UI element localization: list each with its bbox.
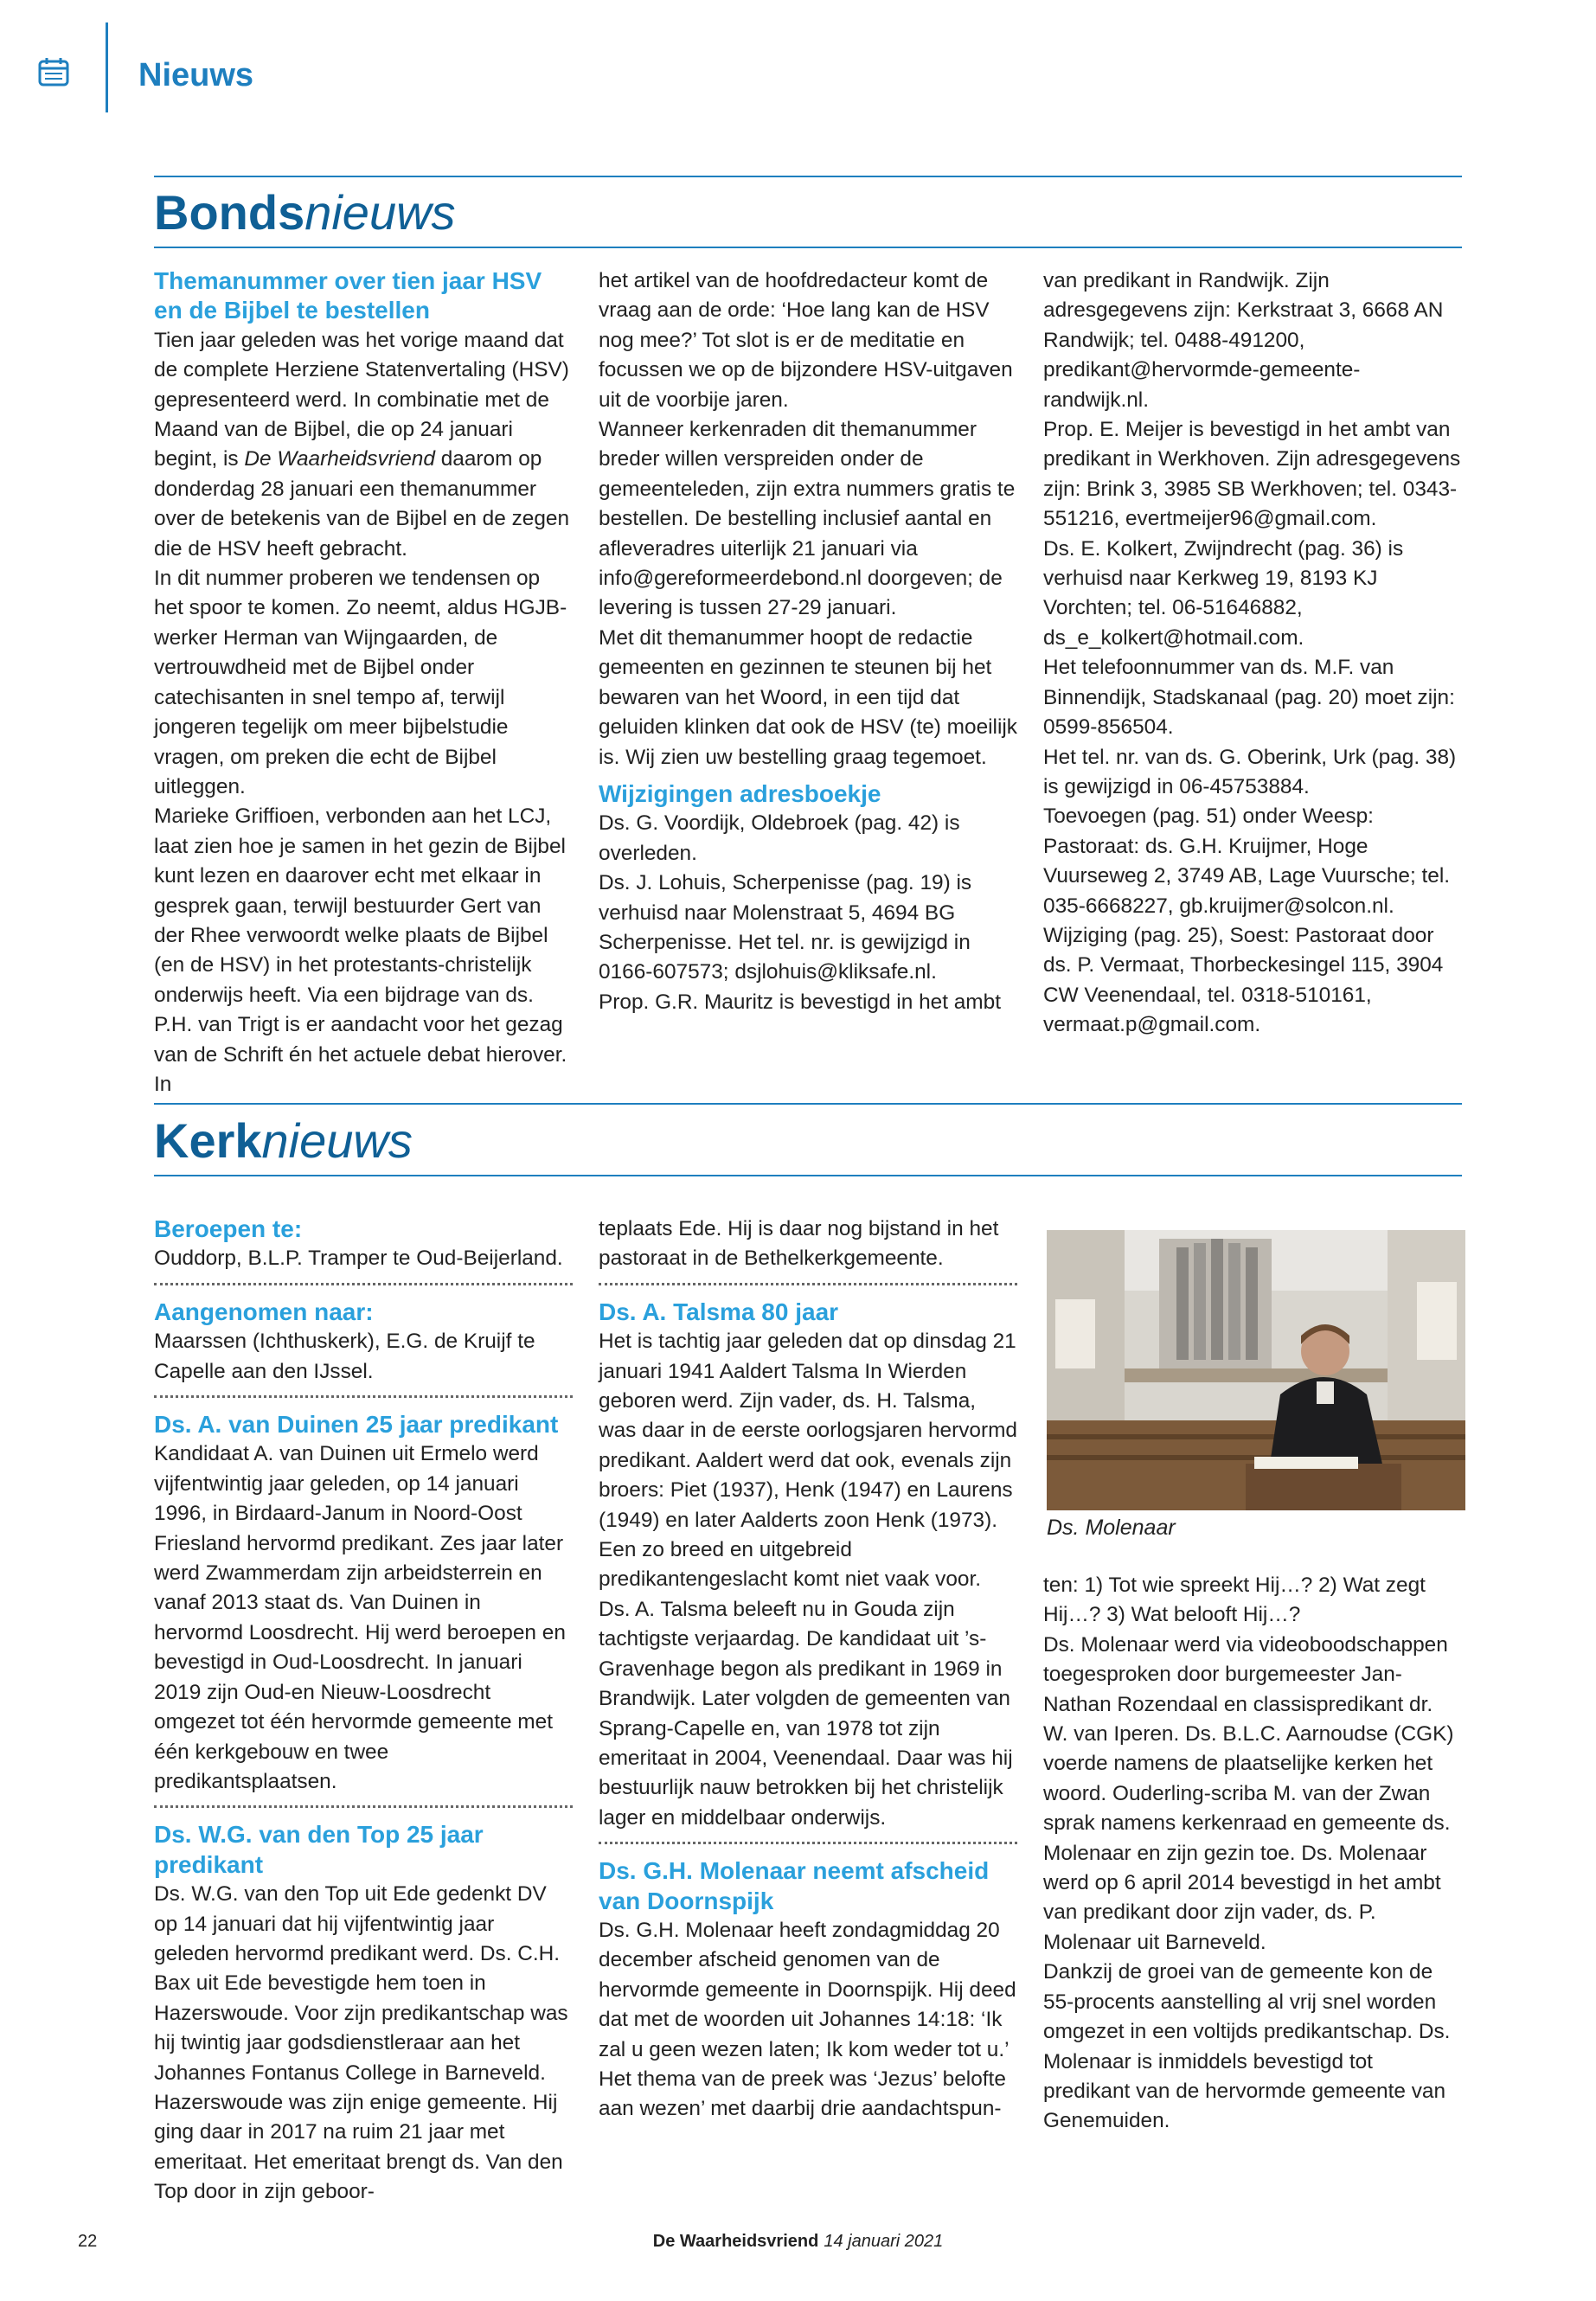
- article-paragraph: Maarssen (Ichthuskerk), E.G. de Kruijf te Capelle aan den IJssel.: [154, 1330, 535, 1383]
- dotted-divider: [599, 1842, 1017, 1844]
- kerk-top-rule: [154, 1103, 1462, 1105]
- bonds-top-rule: [154, 176, 1462, 177]
- article-paragraph: Het is tachtig jaar geleden dat op dinsdag 21 januari 1941 Aaldert Talsma In Wierden geboren werd. Zijn vader, ds. H. Talsma, was daar in de eerste oorlogsjaren hervormd predikant. Aaldert werd dat ook, evenals zijn broers: Piet (1937), Henk (1947) en Laurens (1949) en later Aalderts zoon Henk (1973). Een zo breed en uitgebreid predikantengeslacht komt niet vaak voor. Ds. A. Talsma beleeft nu in Gouda zijn tachtigste verjaardag. De kandidaat uit ’s-Gravenhage begon als predikant in 1969 in Brandwijk. Later volgden de gemeenten van Sprang-Capelle en, van 1978 tot zijn emeritaat in 2004, Veenendaal. Daar was hij bestuurlijk nauw betrokken bij het christelijk lager en middelbaar onderwijs.: [599, 1330, 1018, 1830]
- article-paragraph: Ds. G. Voordijk, Oldebroek (pag. 42) is overleden.: [599, 811, 960, 865]
- kerk-column-3: [1043, 1571, 1462, 2137]
- article-paragraph: Het telefoonnummer van ds. M.F. van Binnendijk, Stadskanaal (pag. 20) moet zijn: 0599-856504.: [1043, 656, 1455, 740]
- bonds-column-2: [599, 266, 1017, 1017]
- article-heading: Themanummer over tien jaar HSV en de Bijbel te bestellen: [154, 267, 542, 324]
- article-paragraph: ten: 1) Tot wie spreekt Hij…? 2) Wat zegt Hij…? 3) Wat belooft Hij…?: [1043, 1574, 1426, 1627]
- article-paragraph: Prop. G.R. Mauritz is bevestigd in het ambt: [599, 990, 1001, 1014]
- article-heading: Ds. A. van Duinen 25 jaar predikant: [154, 1411, 559, 1439]
- calendar-icon: [38, 57, 69, 87]
- dotted-divider: [599, 1283, 1017, 1285]
- article-heading: Ds. A. Talsma 80 jaar: [599, 1298, 839, 1325]
- article-paragraph: In dit nummer proberen we tendensen op het spoor te komen. Zo neemt, aldus HGJB-werker Herman van Wijngaarden, de vertrouwdheid met de Bijbel onder catechisanten in snel tempo af, terwijl jongeren tegelijk om meer bijbelstudie vragen, om preken die echt de Bijbel uitleggen.: [154, 567, 567, 798]
- article-paragraph: Ds. E. Kolkert, Zwijndrecht (pag. 36) is verhuisd naar Kerkweg 19, 8193 KJ Vorchten; tel. 06-51646882, ds_e_kolkert@hotmail.com.: [1043, 536, 1404, 650]
- article-paragraph: Ds. G.H. Molenaar heeft zondagmiddag 20 december afscheid genomen van de hervormde gemeente in Doornspijk. Hij deed dat met de woorden uit Johannes 14:18: ‘Ik zal u geen wezen laten; Ik kom weder tot u.’ Het thema van de preek was ‘Jezus’ belofte aan wezen’ met daarbij drie aandachtspun-: [599, 1918, 1016, 2121]
- article-paragraph: Ds. W.G. van den Top uit Ede gedenkt DV op 14 januari dat hij vijfentwintig jaar geleden hervormd predikant werd. Ds. C.H. Bax uit Ede bevestigde hem toen in Hazerswoude. Voor zijn predikantschap was hij twintig jaar godsdienstleraar aan het Johannes Fontanus College in Barneveld. Hazerswoude was zijn enige gemeente. Hij ging daar in 2017 na ruim 21 jaar met emeritaat. Het emeritaat brengt ds. Van den Top door in zijn geboor-: [154, 1882, 568, 2204]
- article-heading: Ds. W.G. van den Top 25 jaar predikant: [154, 1821, 484, 1878]
- kerk-column-2: [599, 1215, 1017, 2125]
- article-heading: Wijzigingen adresboekje: [599, 779, 881, 807]
- article-paragraph: Ds. J. Lohuis, Scherpenisse (pag. 19) is verhuisd naar Molenstraat 5, 4694 BG Scherpenisse. Het tel. nr. is gewijzigd in 0166-607573; dsjlohuis@kliksafe.nl.: [599, 871, 972, 984]
- article-paragraph: Wijziging (pag. 25), Soest: Pastoraat door ds. P. Vermaat, Thorbeckesingel 115, 3904 CW Veenendaal, tel. 0318-510161, vermaat.p@gmail.com.: [1043, 923, 1444, 1037]
- article-paragraph: Marieke Griffioen, verbonden aan het LCJ, laat zien hoe je samen in het gezin de Bijbel kunt lezen en daarover echt met elkaar in gesprek gaan, terwijl bestuurder Gert van der Rhee verwoordt welke plaats de Bijbel (en de HSV) in het protestants-christelijk onderwijs heeft. Via een bijdrage van ds. P.H. van Trigt is er aandacht voor het gezag van de Schrift én het actuele debat hierover. In: [154, 804, 567, 1096]
- bonds-column-3: [1043, 266, 1462, 1041]
- kerk-title: Kerknieuws: [154, 1113, 413, 1168]
- bonds-bottom-rule: [154, 247, 1462, 248]
- article-paragraph: het artikel van de hoofdredacteur komt de vraag aan de orde: ‘Hoe lang kan de HSV nog mee?’ Tot slot is er de meditatie en focussen we op de bijzondere HSV-uitgaven uit de voorbije jaren.: [599, 269, 1013, 412]
- page-number: 22: [78, 2232, 98, 2251]
- kerk-column-1: [154, 1215, 573, 2208]
- dotted-divider: [154, 1395, 573, 1398]
- church-interior-illustration: [1047, 1230, 1465, 1510]
- article-paragraph: Kandidaat A. van Duinen uit Ermelo werd vijfentwintig jaar geleden, op 14 januari 1996, in Birdaard-Janum in Noord-Oost Friesland hervormd predikant. Zes jaar later werd Zwammerdam zijn arbeidsterrein en vanaf 2013 staat ds. Van Duinen in hervormd Loosdrecht. Hij werd beroepen en bevestigd in Oud-Loosdrecht. In januari 2019 zijn Oud-en Nieuw-Loosdrecht omgezet tot één hervormde gemeente met één kerkgebouw en twee predikantsplaatsen.: [154, 1442, 566, 1793]
- molenaar-photo: [1047, 1230, 1465, 1510]
- article-paragraph: Het tel. nr. van ds. G. Oberink, Urk (pag. 38) is gewijzigd in 06-45753884.: [1043, 745, 1457, 798]
- bonds-title: Bondsnieuws: [154, 185, 456, 240]
- bonds-column-1: [154, 266, 573, 1099]
- article-paragraph: van predikant in Randwijk. Zijn adresgegevens zijn: Kerkstraat 3, 6668 AN Randwijk; tel. 0488-491200, predikant@hervormde-gemeente-randwijk.nl.: [1043, 269, 1444, 412]
- photo-caption: Ds. Molenaar: [1047, 1516, 1176, 1540]
- article-paragraph: Dankzij de groei van de gemeente kon de 55-procents aanstelling al vrij snel worden omgezet in een voltijds predikantschap. Ds. Molenaar is inmiddels bevestigd tot predikant van de hervormde gemeente van Genemuiden.: [1043, 1960, 1451, 2133]
- header-divider: [106, 22, 108, 112]
- article-heading: Ds. G.H. Molenaar neemt afscheid van Doornspijk: [599, 1857, 990, 1914]
- article-paragraph: Tien jaar geleden was het vorige maand dat de complete Herziene Statenvertaling (HSV) gepresenteerd werd. In combinatie met de Maand van de Bijbel, die op 24 januari begint, is De Waarheidsvriend daarom op donderdag 28 januari een themanummer over de betekenis van de Bijbel en de zegen die de HSV heeft gebracht.: [154, 328, 570, 561]
- dotted-divider: [154, 1283, 573, 1285]
- article-paragraph: teplaats Ede. Hij is daar nog bijstand in het pastoraat in de Bethelkerkgemeente.: [599, 1217, 999, 1271]
- article-paragraph: Met dit themanummer hoopt de redactie gemeenten en gezinnen te steunen bij het bewaren van het Woord, in een tijd dat geluiden klinken dat ook de HSV (te) moeilijk is. Wij zien uw bestelling graag tegemoet.: [599, 625, 1018, 769]
- article-paragraph: Toevoegen (pag. 51) onder Weesp: Pastoraat: ds. G.H. Kruijmer, Hoge Vuurseweg 2, 3749 AB, Lage Vuursche; tel. 035-6668227, gb.kruijmer@solcon.nl.: [1043, 804, 1451, 918]
- article-heading: Beroepen te:: [154, 1215, 303, 1242]
- issue-date: 14 januari 2021: [824, 2232, 944, 2251]
- magazine-name: De Waarheidsvriend: [652, 2232, 819, 2251]
- article-paragraph: Wanneer kerkenraden dit themanummer breder willen verspreiden onder de gemeenteleden, zijn extra nummers gratis te bestellen. De bestelling inclusief aantal en afleveradres uiterlijk 21 januari via info@gereformeerdebond.nl doorgeven; de levering is tussen 27-29 januari.: [599, 418, 1016, 620]
- kerk-bottom-rule: [154, 1175, 1462, 1176]
- page-header: [0, 0, 1596, 121]
- article-paragraph: Ouddorp, B.L.P. Tramper te Oud-Beijerland.: [154, 1247, 563, 1271]
- article-paragraph: Ds. Molenaar werd via videoboodschappen toegesproken door burgemeester Jan-Nathan Rozendaal en classispredikant dr. W. van Iperen. Ds. B.L.C. Aarnoudse (CGK) voerde namens de plaatselijke kerken het woord. Ouderling-scriba M. van der Zwan sprak namens kerkenraad en gemeente ds. Molenaar en zijn gezin toe. Ds. Molenaar werd op 6 april 2014 bevestigd in het ambt van predikant door zijn vader, ds. P. Molenaar uit Barneveld.: [1043, 1632, 1454, 1954]
- article-paragraph: Prop. E. Meijer is bevestigd in het ambt van predikant in Werkhoven. Zijn adresgegevens zijn: Brink 3, 3985 SB Werkhoven; tel. 0343-551216, evertmeijer96@gmail.com.: [1043, 418, 1461, 531]
- article-heading: Aangenomen naar:: [154, 1298, 374, 1325]
- footer-credit: [0, 2232, 1596, 2252]
- dotted-divider: [154, 1805, 573, 1808]
- section-label: Nieuws: [138, 57, 254, 93]
